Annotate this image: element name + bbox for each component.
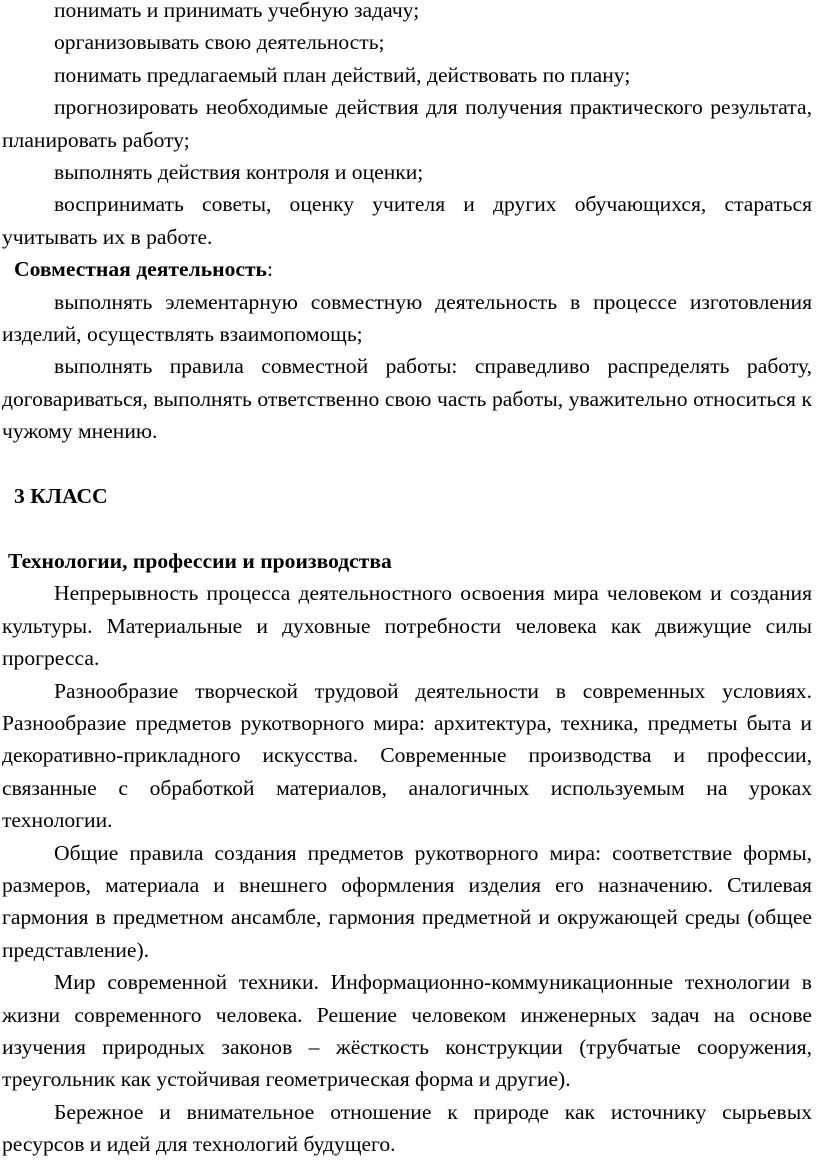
body-paragraph: Разнообразие творческой трудовой деятельности в современных условиях. Разнообразие предметов рукотворного мира: архитектура, техника, предметы быта и декоративно-прикладного искусства. Современные производства и профессии, связанные с обработкой материалов, аналогичных используемым на уроках технологии. (2, 678, 812, 833)
joint-activity-heading-text: Совместная деятельность (14, 257, 267, 282)
joint-activity-heading-colon: : (266, 257, 273, 282)
blank-line (2, 512, 812, 544)
skill-item: воспринимать советы, оценку учителя и других обучающихся, стараться учитывать их в работе. (2, 192, 812, 249)
body-paragraph: Бережное и внимательное отношение к природе как источнику сырьевых ресурсов и идей для технологий будущего. (2, 1099, 812, 1157)
skill-item: прогнозировать необходимые действия для получения практического результата, планировать работу; (2, 95, 812, 152)
joint-activity-heading (2, 253, 812, 285)
skill-item: понимать и принимать учебную задачу; (54, 0, 420, 22)
skill-item: понимать предлагаемый план действий, действовать по плану; (54, 62, 631, 87)
body-paragraph: Общие правила создания предметов рукотворного мира: соответствие формы, размеров, материала и внешнего оформления изделия его назначению. Стилевая гармония в предметном ансамбле, гармония предметной и окружающей среды (общее представление). (2, 840, 812, 962)
body-paragraph: Мир современной техники. Информационно-коммуникационные технологии в жизни современного человека. Решение человеком инженерных задач на основе изучения природных законов – жёсткость конструкции (трубчатые сооружения, треугольник как устойчивая геометрическая форма и другие). (2, 970, 812, 1092)
body-paragraph: Непрерывность процесса деятельностного освоения мира человеком и создания культуры. Материальные и духовные потребности человека как движущие силы прогресса. (2, 581, 812, 671)
technologies-heading: Технологии, профессии и производства (8, 548, 392, 573)
skill-item: организовывать свою деятельность; (54, 30, 385, 55)
skill-item: выполнять действия контроля и оценки; (54, 160, 424, 185)
blank-line (2, 448, 812, 480)
joint-activity-item: выполнять правила совместной работы: справедливо распределять работу, договариваться, выполнять ответственно свою часть работы, уважительно относиться к чужому мнению. (2, 354, 812, 444)
joint-activity-item: выполнять элементарную совместную деятельность в процессе изготовления изделий, осуществлять взаимопомощь; (2, 289, 812, 347)
grade-title: 3 КЛАСС (14, 484, 108, 509)
